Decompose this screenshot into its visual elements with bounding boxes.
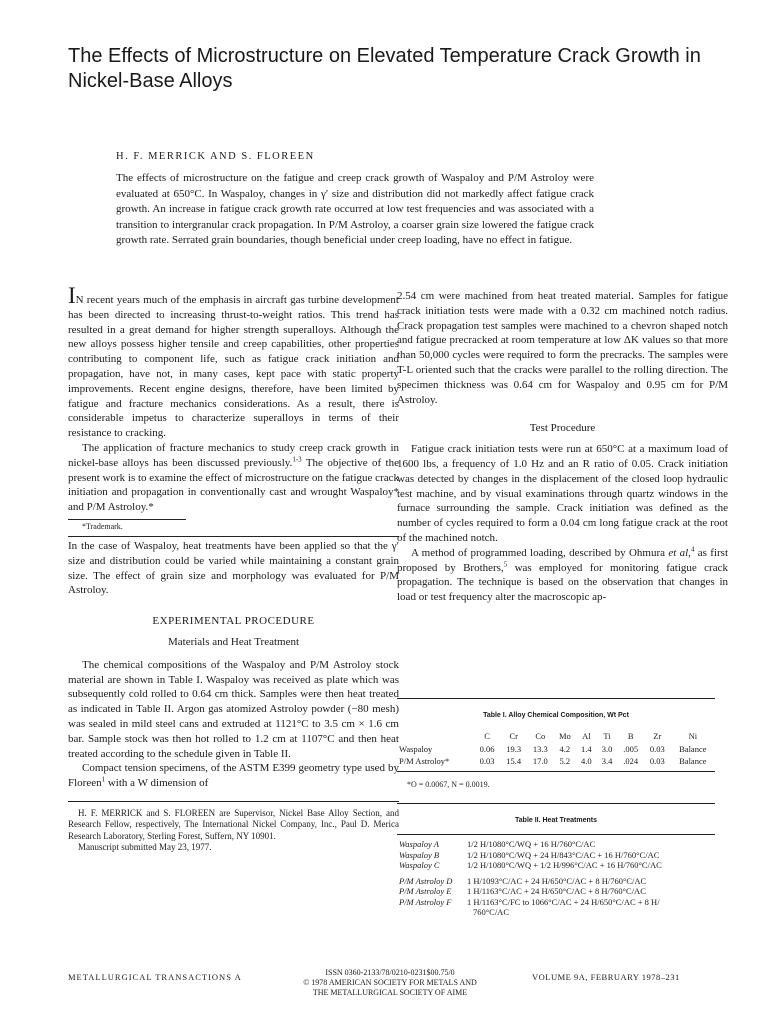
table-cell: 0.03 (479, 756, 495, 766)
table-cell (397, 839, 465, 850)
table-cell: 5.2 (559, 756, 571, 766)
table-cell: 13.3 (532, 744, 548, 754)
table-cell: 0.03 (649, 744, 665, 754)
table-cell: 1/2 H/1080°C/WQ + 24 H/843°C/AC + 16 H/760°C/AC (467, 849, 660, 860)
table-cell: 1 H/1163°C/FC to 1066°C/AC + 24 H/650°C/AC + 8 H/ (467, 896, 660, 907)
table2-heat-treatments (397, 839, 715, 918)
et-al: et al, (668, 546, 691, 559)
table-row (397, 839, 715, 850)
table-cell: 3.0 (601, 744, 613, 754)
table-row (397, 755, 715, 767)
table-cell (397, 860, 465, 876)
table1-header-cell: Cr (509, 731, 518, 741)
abstract: The effects of microstructure on the fatigue and creep crack growth of Waspaloy and P/M Astroloy were evaluated at 650°C. In Waspaloy, changes in γ′ size and distribution did not markedly affect fatigue crack growth. An increase in fatigue crack growth rate occurred at low test frequencies and was associated with a transition to intergranular crack propagation. In P/M Astroloy, a coarser grain size lowered the fatigue crack growth rate. Serrated grain boundaries, though beneficial under creep loading, have no effect in fatigue. (116, 172, 594, 246)
table1-bottom-rule (397, 771, 715, 772)
table-cell: 19.3 (506, 744, 522, 754)
table-row (397, 907, 715, 918)
table-cell: Balance (679, 756, 707, 766)
table1-header-cell: Mo (558, 731, 571, 741)
table-cell: .005 (623, 744, 639, 754)
table-cell: 1/2 H/1080°C/WQ + 1/2 H/996°C/AC + 16 H/760°C/AC (467, 860, 662, 870)
right-paragraph-3-text-a: A method of programmed loading, described by Ohmura (411, 546, 669, 559)
trademark-footnote: *Trademark. (82, 521, 123, 531)
intro-paragraph-2-text-b: The objective of the present work is to examine the effect of microstructure on the fatigue crack initiation and propagation in conventionally cast and wrought Waspaloy* and P/M Astroloy.* (68, 456, 399, 514)
section-heading-experimental: EXPERIMENTAL PROCEDURE (152, 615, 315, 628)
table-cell: 4.0 (581, 756, 592, 766)
author-note-divider (68, 801, 399, 802)
table-cell: .024 (623, 756, 639, 766)
alloy-label: P/M Astroloy D (399, 875, 453, 886)
reference-1: 1 (101, 775, 106, 784)
table-cell (397, 886, 465, 897)
left-column (68, 283, 399, 854)
subheading-materials: Materials and Heat Treatment (167, 635, 300, 648)
table-row (397, 860, 715, 876)
alloy-label: Waspaloy C (399, 860, 440, 870)
table-cell: 1/2 H/1080°C/WQ + 16 H/760°C/AC (467, 839, 596, 849)
manuscript-submitted: Manuscript submitted May 23, 1977. (78, 842, 212, 853)
reference-1-3: 1-3 (292, 455, 302, 464)
right-column (397, 289, 728, 605)
table1-header-cell: Al (582, 731, 591, 741)
reference-4: 4 (690, 545, 695, 554)
table2-header-rule (397, 834, 715, 835)
copyright-line-2: THE METALLURGICAL SOCIETY OF AIME (312, 988, 468, 997)
table-cell: Waspaloy (399, 744, 433, 754)
table-cell (397, 876, 465, 887)
table-cell: 17.0 (532, 756, 548, 766)
table-cell: 760°C/AC (473, 907, 509, 917)
volume-page: VOLUME 9A, FEBRUARY 1978–231 (532, 972, 680, 982)
journal-name: METALLURGICAL TRANSACTIONS A (68, 972, 242, 982)
table-row (397, 897, 715, 908)
footnote-divider (68, 519, 186, 520)
table1-composition (397, 729, 715, 767)
table1-header-cell: Co (535, 731, 546, 741)
right-paragraph-3-text-c: was employed for monitoring fatigue crack propagation. The technique is based on the observation that changes in load or test frequency alter the macroscopic ap- (397, 561, 728, 604)
right-paragraph-1: 2.54 cm were machined from heat treated material. Samples for fatigue crack initiation tests were made with a 0.32 cm machined notch radius. Crack propagation test samples were machined to a chevron shaped notch and fatigue precracked at room temperature at low ΔK values so that more than 50,000 cycles were required to form the precracks. The samples were T-L oriented such that the cracks were parallel to the rolling direction. The specimen thickness was 0.64 cm for Waspaloy and 0.95 cm for P/M Astroloy. (397, 290, 728, 406)
subheading-test-procedure: Test Procedure (529, 422, 596, 435)
reference-5: 5 (503, 559, 508, 568)
table-row (397, 876, 715, 887)
table2-top-rule (397, 803, 715, 804)
footnote-end-divider (68, 536, 399, 537)
experimental-paragraph-2-text-b: with a W dimension of (105, 777, 209, 790)
table-cell: P/M Astroloy* (399, 756, 450, 766)
right-paragraph-3 (397, 546, 728, 605)
authors: H. F. MERRICK AND S. FLOREEN (116, 151, 315, 162)
table1-header-row (397, 729, 715, 743)
table1-header-cell: Zr (653, 731, 662, 741)
table-cell: 0.03 (649, 756, 665, 766)
intro-paragraph-3: In the case of Waspaloy, heat treatments have been applied so that the γ′ size and distribution could be varied while maintaining a constant grain size. The effect of grain size and morphology was evaluated for P/M Astroloy. (68, 539, 399, 597)
table1-header-cell: B (627, 731, 634, 741)
table-cell (397, 850, 465, 861)
author-affiliation-note (68, 801, 399, 854)
tables-block (397, 698, 715, 918)
table-cell: 1.4 (581, 744, 592, 754)
table-cell: 1 H/1163°C/AC + 24 H/650°C/AC + 8 H/760°C/AC (467, 886, 646, 896)
table-cell (397, 897, 465, 908)
issn: ISSN 0360-2133/78/0210-0231$00.75/0 (325, 968, 455, 977)
table1-top-rule (397, 698, 715, 699)
paper-title: The Effects of Microstructure on Elevated Temperature Crack Growth in Nickel-Base Alloys (68, 45, 701, 92)
table-cell (397, 907, 465, 918)
table1-note: *O = 0.0067, N = 0.0019. (407, 780, 490, 789)
alloy-label: Waspaloy B (399, 849, 440, 860)
table-row (397, 743, 715, 755)
right-paragraph-3-text-b: as first proposed by Brothers, (397, 546, 728, 574)
intro-paragraph-1-text: N recent years much of the emphasis in aircraft gas turbine development has been directed to increasing thrust-to-weight ratios. This trend has resulted in a great demand for higher strength superalloys. Although the new alloys possess higher tensile and creep capabilities, other properties contributing to component life, such as fatigue crack initiation and propagation, have not, in many cases, kept pace with static property improvements. Recent engine designs, therefore, have been limited by fatigue and fracture mechanics considerations. As a result, there is considerable impetus to characterize superalloys in terms of their resistance to cracking. (68, 294, 399, 440)
alloy-label: P/M Astroloy F (399, 896, 452, 907)
experimental-paragraph-2-text-a: Compact tension specimens, of the ASTM E399 geometry type used by Floreen (68, 762, 399, 790)
experimental-paragraph-2 (68, 761, 399, 791)
table-cell: 1 H/1093°C/AC + 24 H/650°C/AC + 8 H/760°C/AC (467, 875, 647, 886)
intro-paragraph-2 (68, 441, 399, 515)
table1-caption: Table I. Alloy Chemical Composition, Wt Pct (483, 712, 629, 719)
alloy-label: P/M Astroloy E (399, 886, 452, 896)
alloy-label: Waspaloy A (399, 839, 439, 849)
intro-paragraph-1 (68, 283, 399, 441)
author-affiliation-text: H. F. MERRICK and S. FLOREEN are Supervisor, Nickel Base Alloy Section, and Research Fellow, respectively, The International Nickel Company, Inc., Paul D. Merica Research Laboratory, Sterling Forest, Suffern, NY 10901. (68, 807, 399, 841)
table2-caption: Table II. Heat Treatments (515, 817, 597, 824)
copyright-line-1: © 1978 AMERICAN SOCIETY FOR METALS AND (303, 978, 477, 987)
table-row (397, 886, 715, 897)
table-cell: 15.4 (506, 756, 522, 766)
table-cell: 4.2 (559, 744, 571, 754)
table-cell: 3.4 (601, 756, 613, 766)
table-cell: 0.06 (479, 744, 495, 754)
table-row (397, 850, 715, 861)
table1-header-cell: Ni (688, 731, 698, 741)
table1-header-cell: Ti (603, 731, 611, 741)
intro-paragraph-2-text-a: The application of fracture mechanics to study creep crack growth in nickel-base alloys has been discussed previously. (68, 441, 399, 469)
copyright-block (290, 968, 490, 998)
experimental-paragraph-1: The chemical compositions of the Waspaloy and P/M Astroloy stock material are shown in Table I. Waspaloy was received as plate which was subsequently cold rolled to 0.64 cm thick. Samples were then heat treated as indicated in Table II. Argon gas atomized Astroloy powder (−80 mesh) was sealed in mild steel cans and extruded at 1121°C to 3.5 cm × 1.6 cm bar. Sample stock was then hot rolled to 1.2 cm at 1107°C and then heat treated according to the schedule given in Table II. (68, 658, 399, 760)
table1-header-cell (397, 729, 474, 743)
table-cell: Balance (679, 744, 707, 754)
drop-cap: I (68, 283, 76, 308)
table1-header-cell: C (484, 731, 490, 741)
right-paragraph-2: Fatigue crack initiation tests were run at 650°C at a maximum load of 1600 lbs, a frequency of 1.0 Hz and an R ratio of 0.05. Crack initiation was detected by changes in the displacement of the closed loop hydraulic test machine, and by visual examinations through quartz windows in the furnace surrounding the sample. Crack initiation was defined as the number of cycles required to form a 0.04 cm long fatigue crack at the root of the machined notch. (397, 443, 728, 544)
